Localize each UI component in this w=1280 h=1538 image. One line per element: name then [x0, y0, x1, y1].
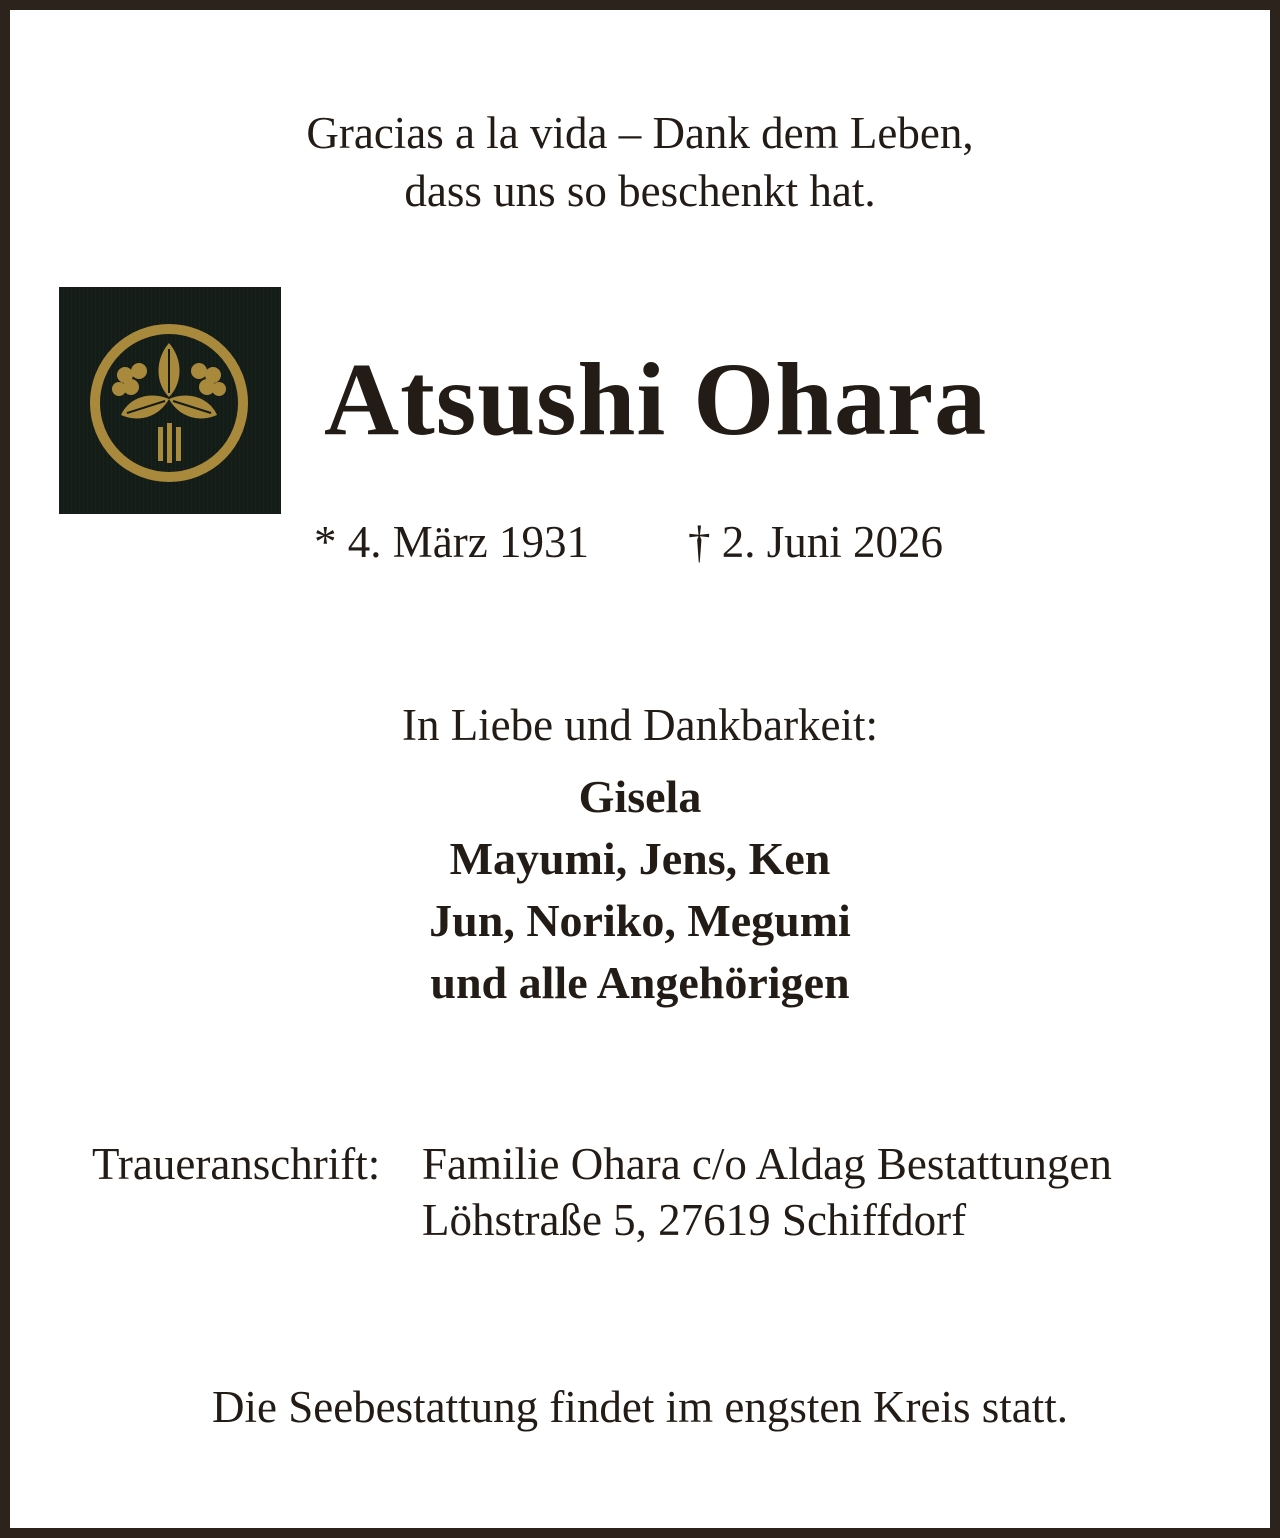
- mourners-intro: In Liebe und Dankbarkeit:: [401, 700, 879, 750]
- burial-note: Die Seebestattung findet im engsten Kreis statt.: [211, 1382, 1069, 1432]
- deceased-name: Atsushi Ohara: [324, 342, 988, 457]
- mourner-line: und alle Angehörigen: [430, 957, 850, 1008]
- motto-line-1: Gracias a la vida – Dank dem Leben,: [306, 108, 974, 158]
- address-label: Traueranschrift:: [92, 1139, 381, 1189]
- mourner-line: Jun, Noriko, Megumi: [429, 895, 851, 946]
- address-line-1: Familie Ohara c/o Aldag Bestattungen: [422, 1139, 1112, 1189]
- birth-date: * 4. März 1931: [314, 517, 589, 567]
- address-line-2: Löhstraße 5, 27619 Schiffdorf: [422, 1195, 967, 1245]
- kamon-family-crest-icon: [59, 287, 281, 514]
- mourner-line: Gisela: [578, 771, 702, 822]
- death-date: † 2. Juni 2026: [688, 517, 944, 567]
- mourner-line: Mayumi, Jens, Ken: [449, 833, 831, 884]
- motto-line-2: dass uns so beschenkt hat.: [404, 166, 876, 216]
